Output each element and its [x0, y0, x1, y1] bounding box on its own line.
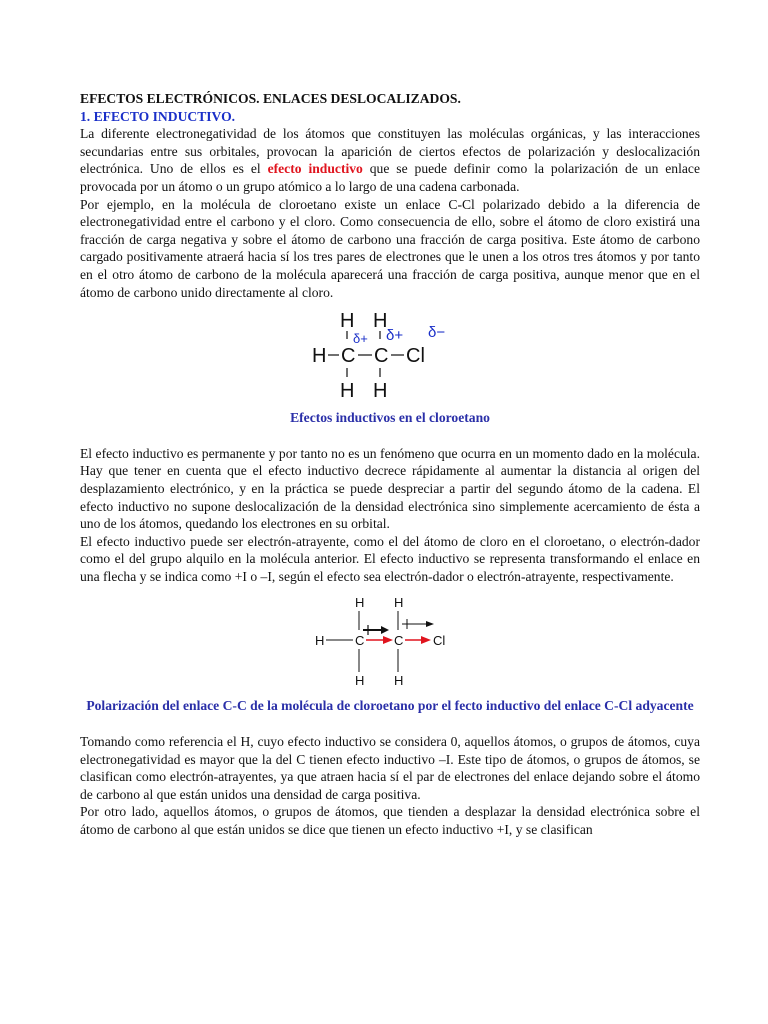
paragraph-minus-i: Tomando como referencia el H, cuyo efecto inductivo se considera 0, aquellos átomos, o grupos de átomos, cuya electronegatividad es mayor que la del C tienen efecto inductivo –I. Este tipo de átomos, o grupos de átomos, se clasifican como electrón-atrayentes, ya que atraen hacia sí el par de electrones del enlace dejando sobre el átomo de carbono al que están unidos una densidad de carga positiva.	[80, 734, 700, 802]
atom-cl: Cl	[433, 633, 446, 649]
atom-c-2: C	[374, 345, 389, 368]
atom-h-top-2: H	[394, 595, 404, 611]
atom-h-top-2: H	[373, 310, 388, 333]
document-page	[80, 90, 700, 839]
black-inductive-arrow-1	[363, 625, 389, 635]
atom-h-bottom-2: H	[373, 380, 388, 403]
delta-plus-1: δ+	[353, 331, 368, 347]
black-inductive-arrow-2	[402, 619, 434, 629]
atom-c-2: C	[394, 633, 404, 649]
section-heading: 1. EFECTO INDUCTIVO.	[80, 108, 236, 124]
chloroethane-inductive-figure	[310, 307, 470, 403]
red-bond-arrow-c-cl	[405, 636, 431, 644]
atom-c-1: C	[355, 633, 365, 649]
paragraph-definition-start: La diferente electronegatividad de los átomos que constituyen las moléculas orgánicas, y las interacciones secundarias entre sus orbitales, provocan la aparición de ciertos efectos de polarización y deslocalización electrónica. Uno de ellos es el	[80, 126, 700, 177]
atom-c-1: C	[341, 345, 356, 368]
paragraph-plus-i: Por otro lado, aquellos átomos, o grupos de átomos, que tienden a desplazar la densidad electrónica sobre el átomo de carbono al que están unidos se dice que tienen un efecto inductivo +I, y se clasifican	[80, 804, 700, 838]
paragraph-definition	[80, 125, 700, 195]
atom-h-top-1: H	[355, 595, 365, 611]
chloroethane-polarization-figure	[315, 593, 465, 689]
atom-h-bottom-2: H	[394, 673, 404, 689]
atom-h-bottom-1: H	[355, 673, 365, 689]
paragraph-types: El efecto inductivo puede ser electrón-atrayente, como el del átomo de cloro en el cloroetano, o electrón-dador como el del grupo alquilo en la molécula anterior. El efecto inductivo se representa transformando el enlace en una flecha y se indica como +I o –I, según el efecto sea electrón-dador o electrón-atrayente, respectivamente.	[80, 533, 700, 584]
paragraph-permanence: El efecto inductivo es permanente y por tanto no es un fenómeno que ocurra en un momento dado en la molécula. Hay que tener en cuenta que el efecto inductivo decrece rápidamente al aumentar la distancia al origen del desplazamiento electrónico, y en la práctica se puede despreciar a partir del segundo átomo de la cadena. El efecto inductivo no supone deslocalización de la densidad electrónica sino simplemente acercamiento de ésta a uno de los átomos, quedando los electrones en su orbital.	[80, 445, 700, 532]
red-bond-arrow-c-c	[366, 636, 393, 644]
paragraph-definition-end: que se puede definir como la polarización de un enlace provocada por un átomo o un grupo atómico a lo largo de una cadena carbonada.	[80, 161, 700, 194]
figure2-caption: Polarización del enlace C-C de la molécula de cloroetano por el fecto inductivo del enlace C-Cl adyacente	[86, 698, 694, 714]
paragraph-example: Por ejemplo, en la molécula de cloroetano existe un enlace C-Cl polarizado debido a la diferencia de electronegatividad entre el carbono y el cloro. Como consecuencia de ello, sobre el átomo de cloro existirá una fracción de carga negativa y sobre el átomo de carbono una fracción de carga positiva. Este átomo de carbono cargado positivamente atraerá hacia sí los tres pares de electrones que le unen a los otros tres átomos y por tanto en el otro átomo de carbono de la molécula aparecerá una fracción de carga positiva, aunque menor que en el átomo de carbono unido directamente al cloro.	[80, 196, 700, 300]
highlight-term: efecto inductivo	[267, 161, 363, 177]
delta-plus-2: δ+	[386, 327, 404, 345]
atom-h-bottom-1: H	[340, 380, 355, 403]
delta-minus: δ−	[428, 324, 446, 342]
atom-h-left: H	[312, 345, 327, 368]
atom-cl: Cl	[406, 345, 425, 368]
atom-h-left: H	[315, 633, 325, 649]
document-title: EFECTOS ELECTRÓNICOS. ENLACES DESLOCALIZADOS.	[80, 91, 461, 106]
figure1-caption: Efectos inductivos en el cloroetano	[290, 410, 490, 426]
atom-h-top-1: H	[340, 310, 355, 333]
